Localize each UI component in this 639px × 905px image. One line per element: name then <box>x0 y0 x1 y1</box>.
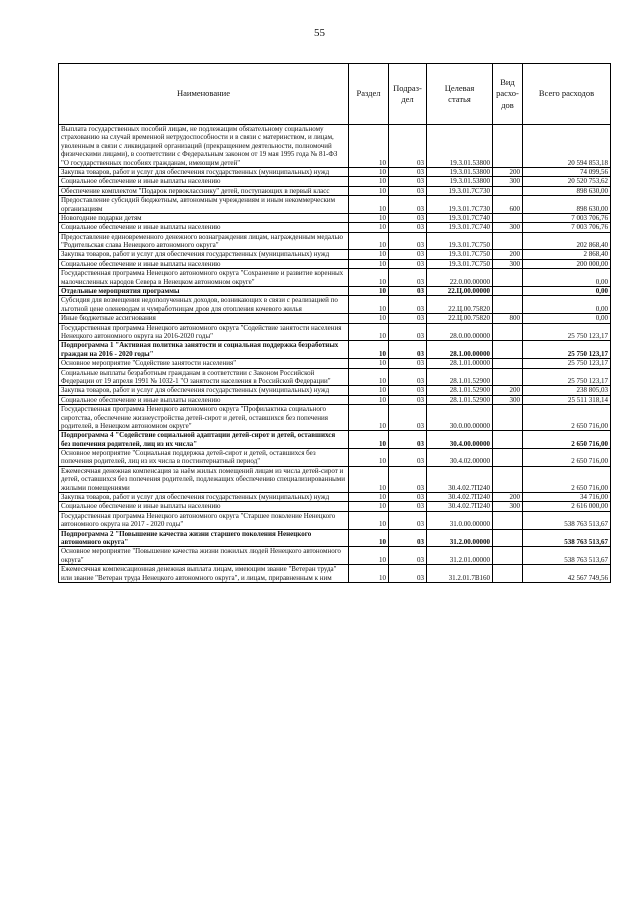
row-expense-type <box>493 296 523 314</box>
row-name: Ежемесячная денежная компенсация за наём жилых помещений лицам из числа детей-сирот и детей, оставшихся без попечения родителей, подлежащих обеспечению специализированными жилыми помещениями <box>59 466 349 492</box>
row-expense-type <box>493 359 523 368</box>
row-name: Социальное обеспечение и иные выплаты населению <box>59 259 349 268</box>
row-section: 10 <box>349 449 389 467</box>
row-expense-type <box>493 232 523 250</box>
row-subsection: 03 <box>389 250 427 259</box>
row-total: 34 716,00 <box>523 493 611 502</box>
table-row <box>59 250 611 259</box>
table-body <box>59 125 611 583</box>
row-expense-type <box>493 287 523 296</box>
row-target: 19.3.01.53800 <box>427 177 493 186</box>
row-total: 200 000,00 <box>523 259 611 268</box>
row-expense-type <box>493 269 523 287</box>
row-expense-type: 300 <box>493 259 523 268</box>
row-section: 10 <box>349 502 389 511</box>
table-row <box>59 186 611 195</box>
row-subsection: 03 <box>389 259 427 268</box>
row-subsection: 03 <box>389 196 427 214</box>
table-row <box>59 405 611 431</box>
row-subsection: 03 <box>389 395 427 404</box>
row-section: 10 <box>349 405 389 431</box>
row-section: 10 <box>349 177 389 186</box>
row-expense-type: 300 <box>493 177 523 186</box>
row-name: Закупка товаров, работ и услуг для обеспечения государственных (муниципальных) нужд <box>59 250 349 259</box>
row-expense-type: 300 <box>493 502 523 511</box>
row-subsection: 03 <box>389 341 427 359</box>
row-expense-type <box>493 405 523 431</box>
row-total: 538 763 513,67 <box>523 529 611 547</box>
table-row <box>59 167 611 176</box>
row-target: 28.1.01.52900 <box>427 395 493 404</box>
row-section: 10 <box>349 213 389 222</box>
row-section: 10 <box>349 386 389 395</box>
row-subsection: 03 <box>389 529 427 547</box>
row-subsection: 03 <box>389 296 427 314</box>
row-expense-type <box>493 125 523 168</box>
row-section: 10 <box>349 196 389 214</box>
row-subsection: 03 <box>389 359 427 368</box>
row-target: 22.0.00.00000 <box>427 269 493 287</box>
table-row <box>59 547 611 565</box>
row-subsection: 03 <box>389 493 427 502</box>
row-name: Обеспечение комплектом "Подарок первокласснику" детей, поступающих в первый класс <box>59 186 349 195</box>
row-subsection: 03 <box>389 368 427 386</box>
row-section: 10 <box>349 565 389 583</box>
row-total: 20 594 853,18 <box>523 125 611 168</box>
row-total: 20 520 753,62 <box>523 177 611 186</box>
row-section: 10 <box>349 186 389 195</box>
row-subsection: 03 <box>389 502 427 511</box>
row-name: Государственная программа Ненецкого автономного округа "Сохранение и развитие коренных малочисленных народов Севера в Ненецком автономном округе" <box>59 269 349 287</box>
table-header-row <box>59 64 611 125</box>
table-row <box>59 213 611 222</box>
row-expense-type: 200 <box>493 386 523 395</box>
row-total: 2 650 716,00 <box>523 449 611 467</box>
row-name: Подпрограмма 1 "Активная политика занятости и социальная поддержка безработных граждан на 2016 - 2020 годы" <box>59 341 349 359</box>
row-name: Социальное обеспечение и иные выплаты населению <box>59 502 349 511</box>
row-target: 28.1.01.00000 <box>427 359 493 368</box>
row-expense-type <box>493 213 523 222</box>
row-subsection: 03 <box>389 511 427 529</box>
table-row <box>59 529 611 547</box>
row-expense-type: 200 <box>493 250 523 259</box>
row-total: 25 750 123,17 <box>523 323 611 341</box>
row-target: 19.3.01.7С740 <box>427 213 493 222</box>
row-total: 2 650 716,00 <box>523 431 611 449</box>
row-section: 10 <box>349 466 389 492</box>
row-subsection: 03 <box>389 323 427 341</box>
row-subsection: 03 <box>389 177 427 186</box>
row-name: Социальные выплаты безработным гражданам в соответствии с Законом Российской Федерации от 19 апреля 1991 № 1032-1 "О занятости населения в Российской Федерации" <box>59 368 349 386</box>
row-target: 19.3.01.53800 <box>427 125 493 168</box>
page-number: 55 <box>314 27 325 39</box>
table-row <box>59 502 611 511</box>
row-total: 2 616 000,00 <box>523 502 611 511</box>
row-name: Государственная программа Ненецкого автономного округа "Профилактика социального сиротства, обеспечение жизнеустройства детей-сирот и детей, оставшихся без попечения родителей, в Ненецком автономном округе" <box>59 405 349 431</box>
table-row <box>59 449 611 467</box>
row-target: 19.3.01.7С750 <box>427 250 493 259</box>
row-subsection: 03 <box>389 314 427 323</box>
row-total: 2 868,40 <box>523 250 611 259</box>
row-target: 19.3.01.7С730 <box>427 186 493 195</box>
row-expense-type <box>493 511 523 529</box>
row-name: Основное мероприятие "Повышение качества жизни пожилых людей Ненецкого автономного округа" <box>59 547 349 565</box>
row-name: Предоставление единовременного денежного вознаграждения лицам, награжденным медалью "Родительская слава Ненецкого автономного округа" <box>59 232 349 250</box>
row-name: Иные бюджетные ассигнования <box>59 314 349 323</box>
row-section: 10 <box>349 431 389 449</box>
row-target: 28.1.01.52900 <box>427 368 493 386</box>
row-section: 10 <box>349 529 389 547</box>
row-target: 30.4.02.00000 <box>427 449 493 467</box>
table-row <box>59 395 611 404</box>
row-name: Закупка товаров, работ и услуг для обеспечения государственных (муниципальных) нужд <box>59 493 349 502</box>
row-target: 22.Ц.00.75820 <box>427 314 493 323</box>
row-expense-type <box>493 547 523 565</box>
table-row <box>59 296 611 314</box>
row-target: 31.2.00.00000 <box>427 529 493 547</box>
table-row <box>59 431 611 449</box>
table-row <box>59 341 611 359</box>
row-section: 10 <box>349 368 389 386</box>
table-row <box>59 259 611 268</box>
row-name: Отдельные мероприятия программы <box>59 287 349 296</box>
row-subsection: 03 <box>389 125 427 168</box>
column-header-subsection: Подраз- дел <box>389 64 427 125</box>
row-target: 30.0.00.00000 <box>427 405 493 431</box>
row-subsection: 03 <box>389 186 427 195</box>
row-name: Ежемесячная компенсационная денежная выплата лицам, имеющим звание "Ветеран труда" или звание "Ветеран труда Ненецкого автономного округа", и лицам, приравненным к ним <box>59 565 349 583</box>
row-expense-type <box>493 449 523 467</box>
row-expense-type: 300 <box>493 223 523 232</box>
table-row <box>59 232 611 250</box>
row-total: 0,00 <box>523 296 611 314</box>
row-section: 10 <box>349 323 389 341</box>
row-subsection: 03 <box>389 449 427 467</box>
row-target: 31.2.01.00000 <box>427 547 493 565</box>
table-row <box>59 368 611 386</box>
row-total: 0,00 <box>523 287 611 296</box>
row-name: Социальное обеспечение и иные выплаты населению <box>59 395 349 404</box>
row-subsection: 03 <box>389 287 427 296</box>
row-section: 10 <box>349 296 389 314</box>
row-name: Подпрограмма 2 "Повышение качества жизни старшего поколения Ненецкого автономного округа" <box>59 529 349 547</box>
row-expense-type: 200 <box>493 167 523 176</box>
table-row <box>59 466 611 492</box>
row-name: Государственная программа Ненецкого автономного округа "Содействие занятости населения Ненецкого автономного округа на 2016-2020 годы" <box>59 323 349 341</box>
row-total: 42 567 749,56 <box>523 565 611 583</box>
budget-table <box>58 63 611 583</box>
column-header-total: Всего расходов <box>523 64 611 125</box>
row-section: 10 <box>349 341 389 359</box>
row-subsection: 03 <box>389 547 427 565</box>
row-subsection: 03 <box>389 213 427 222</box>
row-section: 10 <box>349 359 389 368</box>
row-subsection: 03 <box>389 269 427 287</box>
row-section: 10 <box>349 511 389 529</box>
row-section: 10 <box>349 259 389 268</box>
table-row <box>59 314 611 323</box>
row-total: 898 630,00 <box>523 186 611 195</box>
row-total: 202 868,40 <box>523 232 611 250</box>
row-name: Социальное обеспечение и иные выплаты населению <box>59 177 349 186</box>
row-subsection: 03 <box>389 466 427 492</box>
row-expense-type <box>493 186 523 195</box>
column-header-name: Наименование <box>59 64 349 125</box>
row-target: 30.4.02.7П240 <box>427 502 493 511</box>
row-target: 31.2.01.7В160 <box>427 565 493 583</box>
table-row <box>59 125 611 168</box>
row-section: 10 <box>349 223 389 232</box>
row-target: 22.Ц.00.00000 <box>427 287 493 296</box>
row-total: 2 650 716,00 <box>523 466 611 492</box>
row-total: 0,00 <box>523 269 611 287</box>
row-section: 10 <box>349 314 389 323</box>
row-section: 10 <box>349 269 389 287</box>
row-expense-type: 200 <box>493 493 523 502</box>
row-section: 10 <box>349 250 389 259</box>
row-target: 19.3.01.7С750 <box>427 232 493 250</box>
row-target: 22.Ц.00.75820 <box>427 296 493 314</box>
row-name: Предоставление субсидий бюджетным, автономным учреждениям и иным некоммерческим организациям <box>59 196 349 214</box>
row-target: 28.1.00.00000 <box>427 341 493 359</box>
row-target: 19.3.01.7С750 <box>427 259 493 268</box>
row-expense-type <box>493 466 523 492</box>
row-section: 10 <box>349 493 389 502</box>
table-row <box>59 359 611 368</box>
table-row <box>59 493 611 502</box>
row-subsection: 03 <box>389 167 427 176</box>
row-target: 30.4.02.7П240 <box>427 493 493 502</box>
row-total: 0,00 <box>523 314 611 323</box>
row-subsection: 03 <box>389 565 427 583</box>
row-expense-type: 800 <box>493 314 523 323</box>
column-header-expense-type: Вид расхо- дов <box>493 64 523 125</box>
table-row <box>59 196 611 214</box>
row-name: Субсидия для возмещения недополученных доходов, возникающих в связи с реализацией по льготной цене оленеводам и чумработницам дров для отопления кочевого жилья <box>59 296 349 314</box>
row-expense-type <box>493 368 523 386</box>
row-expense-type <box>493 341 523 359</box>
row-name: Основное мероприятие "Социальная поддержка детей-сирот и детей, оставшихся без попечения родителей, лиц из их числа в постинтернатный период" <box>59 449 349 467</box>
row-target: 19.3.01.7С740 <box>427 223 493 232</box>
row-total: 25 511 318,14 <box>523 395 611 404</box>
column-header-target: Целевая статья <box>427 64 493 125</box>
table-row <box>59 223 611 232</box>
table-row <box>59 177 611 186</box>
row-name: Государственная программа Ненецкого автономного округа "Старшее поколение Ненецкого автономного округа на 2017 - 2020 годы" <box>59 511 349 529</box>
row-subsection: 03 <box>389 405 427 431</box>
row-section: 10 <box>349 287 389 296</box>
row-section: 10 <box>349 125 389 168</box>
row-total: 25 750 123,17 <box>523 359 611 368</box>
row-expense-type <box>493 529 523 547</box>
row-total: 7 003 706,76 <box>523 223 611 232</box>
row-section: 10 <box>349 232 389 250</box>
row-target: 28.0.00.00000 <box>427 323 493 341</box>
row-expense-type <box>493 431 523 449</box>
row-total: 2 650 716,00 <box>523 405 611 431</box>
row-target: 31.0.00.00000 <box>427 511 493 529</box>
row-subsection: 03 <box>389 232 427 250</box>
row-target: 28.1.01.52900 <box>427 386 493 395</box>
row-target: 30.4.00.00000 <box>427 431 493 449</box>
table-row <box>59 269 611 287</box>
row-expense-type: 300 <box>493 395 523 404</box>
row-name: Новогодние подарки детям <box>59 213 349 222</box>
row-subsection: 03 <box>389 386 427 395</box>
row-section: 10 <box>349 547 389 565</box>
row-name: Социальное обеспечение и иные выплаты населению <box>59 223 349 232</box>
row-name: Основное мероприятие "Содействие занятости населения" <box>59 359 349 368</box>
column-header-section: Раздел <box>349 64 389 125</box>
table-row <box>59 511 611 529</box>
row-total: 538 763 513,67 <box>523 511 611 529</box>
row-name: Выплата государственных пособий лицам, не подлежащим обязательному социальному страхованию на случай временной нетрудоспособности и в связи с материнством, и лицам, уволенным в связи с ликвидацией организаций (прекращением деятельности, полномочий физическими лицами), в соответствии с Федеральным законом от 19 мая 1995 года № 81-ФЗ "О государственных пособиях гражданам, имеющим детей" <box>59 125 349 168</box>
row-subsection: 03 <box>389 431 427 449</box>
row-target: 30.4.02.7П240 <box>427 466 493 492</box>
table-row <box>59 565 611 583</box>
row-name: Подпрограмма 4 "Содействие социальной адаптации детей-сирот и детей, оставшихся без попечения родителей, лиц из их числа" <box>59 431 349 449</box>
row-total: 25 750 123,17 <box>523 341 611 359</box>
table-row <box>59 386 611 395</box>
row-target: 19.3.01.7С730 <box>427 196 493 214</box>
row-name: Закупка товаров, работ и услуг для обеспечения государственных (муниципальных) нужд <box>59 386 349 395</box>
row-expense-type: 600 <box>493 196 523 214</box>
row-expense-type <box>493 565 523 583</box>
row-name: Закупка товаров, работ и услуг для обеспечения государственных (муниципальных) нужд <box>59 167 349 176</box>
row-section: 10 <box>349 395 389 404</box>
row-total: 238 805,03 <box>523 386 611 395</box>
row-subsection: 03 <box>389 223 427 232</box>
row-expense-type <box>493 323 523 341</box>
row-section: 10 <box>349 167 389 176</box>
row-total: 7 003 706,76 <box>523 213 611 222</box>
row-total: 74 099,56 <box>523 167 611 176</box>
row-target: 19.3.01.53800 <box>427 167 493 176</box>
table-row <box>59 323 611 341</box>
row-total: 538 763 513,67 <box>523 547 611 565</box>
table-row <box>59 287 611 296</box>
row-total: 25 750 123,17 <box>523 368 611 386</box>
row-total: 898 630,00 <box>523 196 611 214</box>
